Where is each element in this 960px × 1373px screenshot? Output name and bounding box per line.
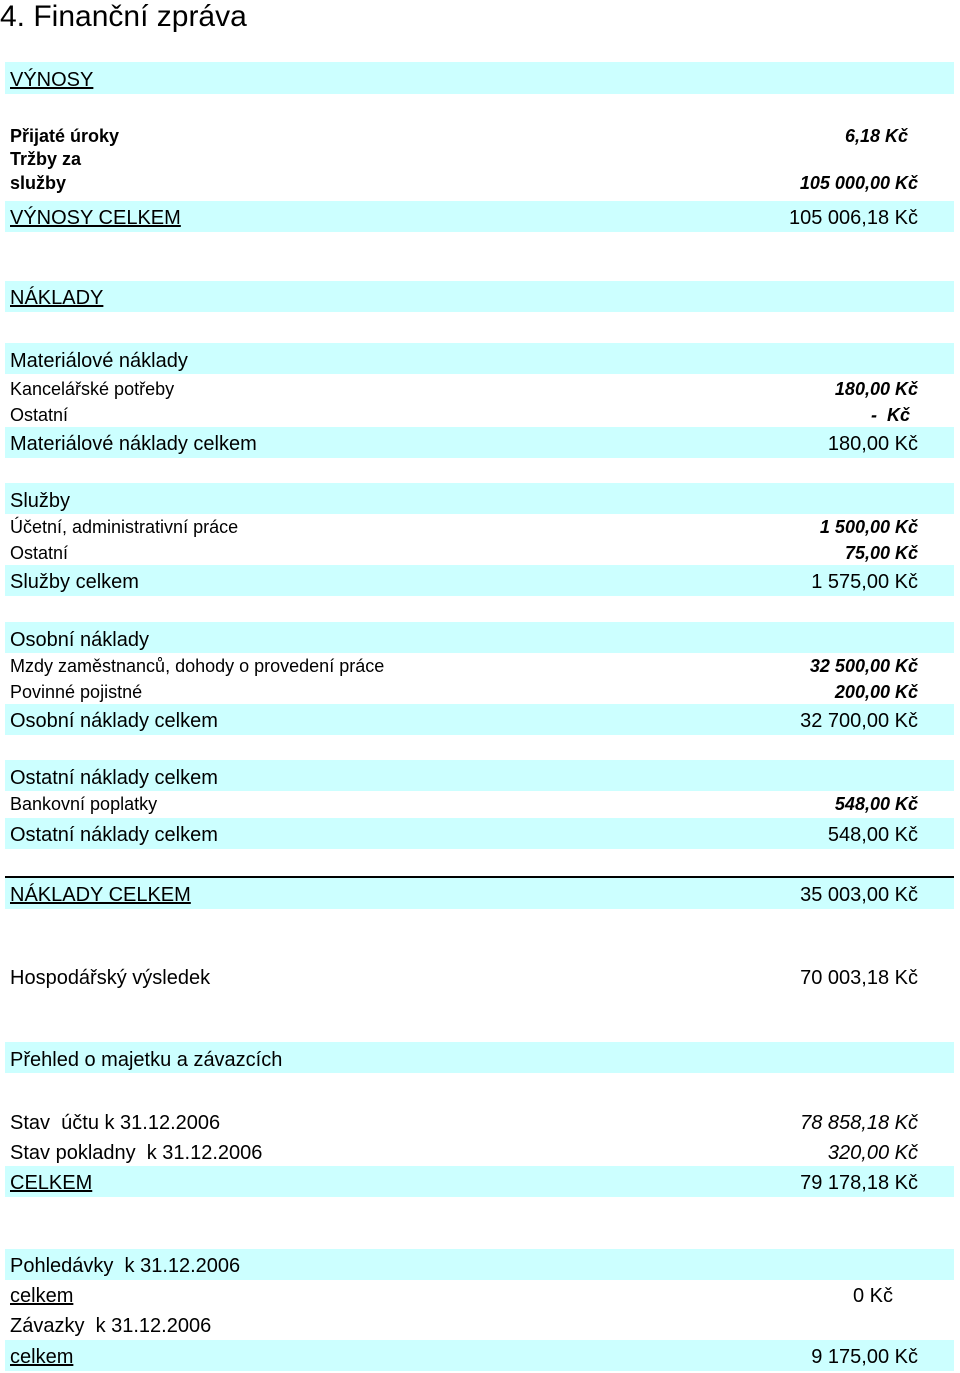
row-label-stav-pokladny: Stav pokladny k 31.12.2006 <box>10 1142 263 1164</box>
group-total-value-sluzby: 1 575,00 Kč <box>811 571 918 593</box>
group-total-label-ostatni: Ostatní náklady celkem <box>10 824 218 846</box>
group-total-value-osobni: 32 700,00 Kč <box>800 710 918 732</box>
naklady-title: NÁKLADY <box>10 287 104 309</box>
page-heading: 4. Finanční zpráva <box>0 0 247 33</box>
majetek-total-label: CELKEM <box>10 1172 93 1194</box>
row-value-kancelarske: 180,00 Kč <box>834 379 918 399</box>
majetek-title: Přehled o majetku a závazcích <box>10 1049 283 1071</box>
group-title-sluzby: Služby <box>10 490 71 512</box>
row-label-kancelarske: Kancelářské potřeby <box>10 379 175 399</box>
row-value-mzdy: 32 500,00 Kč <box>809 656 918 676</box>
group-total-value-material: 180,00 Kč <box>827 433 918 455</box>
row-label-trzby-line2: služby <box>10 173 67 193</box>
group-title-ostatni: Ostatní náklady celkem <box>10 767 218 789</box>
row-label-material-ostatni: Ostatní <box>10 405 69 425</box>
naklady-band <box>5 281 954 312</box>
zavazky-total-value: 9 175,00 Kč <box>811 1346 918 1368</box>
zavazky-total-label: celkem <box>10 1346 74 1368</box>
row-label-bankovni: Bankovní poplatky <box>10 794 158 814</box>
row-label-mzdy: Mzdy zaměstnanců, dohody o provedení práce <box>10 656 385 676</box>
row-value-pojistne: 200,00 Kč <box>834 682 918 702</box>
majetek-total-value: 79 178,18 Kč <box>800 1172 918 1194</box>
row-label-trzby-line1: Tržby za <box>10 149 82 169</box>
group-total-label-material: Materiálové náklady celkem <box>10 433 257 455</box>
group-title-material: Materiálové náklady <box>10 350 188 372</box>
pohledavky-label: Pohledávky k 31.12.2006 <box>10 1255 241 1277</box>
row-value-stav-uctu: 78 858,18 Kč <box>800 1112 918 1134</box>
pohledavky-total-value: 0 Kč <box>852 1285 893 1307</box>
vynosy-title: VÝNOSY <box>10 69 94 91</box>
row-value-stav-pokladny: 320,00 Kč <box>827 1142 918 1164</box>
naklady-total-label: NÁKLADY CELKEM <box>10 884 191 906</box>
pohledavky-total-label: celkem <box>10 1285 74 1307</box>
group-total-value-ostatni: 548,00 Kč <box>827 824 918 846</box>
vysledek-value: 70 003,18 Kč <box>800 967 918 989</box>
naklady-total-value: 35 003,00 Kč <box>800 884 918 906</box>
zavazky-label: Závazky k 31.12.2006 <box>10 1315 212 1337</box>
row-value-ucetni: 1 500,00 Kč <box>819 517 918 537</box>
row-value-bankovni: 548,00 Kč <box>834 794 918 814</box>
group-total-label-osobni: Osobní náklady celkem <box>10 710 218 732</box>
row-value-sluzby-ostatni: 75,00 Kč <box>844 543 918 563</box>
row-value-material-ostatni: - Kč <box>870 405 910 425</box>
row-label-stav-uctu: Stav účtu k 31.12.2006 <box>10 1112 221 1134</box>
vysledek-label: Hospodářský výsledek <box>10 967 211 989</box>
group-total-label-sluzby: Služby celkem <box>10 571 139 593</box>
row-label-sluzby-ostatni: Ostatní <box>10 543 69 563</box>
row-label-prijate-uroky: Přijaté úroky <box>10 126 120 146</box>
group-title-osobni: Osobní náklady <box>10 629 149 651</box>
row-label-ucetni: Účetní, administrativní práce <box>10 517 239 537</box>
row-label-pojistne: Povinné pojistné <box>10 682 143 702</box>
group-band-sluzby <box>5 483 954 514</box>
row-value-prijate-uroky: 6,18 Kč <box>844 126 908 146</box>
vynosy-total-value: 105 006,18 Kč <box>789 207 918 229</box>
vynosy-band <box>5 62 954 94</box>
vynosy-total-label: VÝNOSY CELKEM <box>10 207 181 229</box>
row-value-trzby: 105 000,00 Kč <box>799 173 918 193</box>
